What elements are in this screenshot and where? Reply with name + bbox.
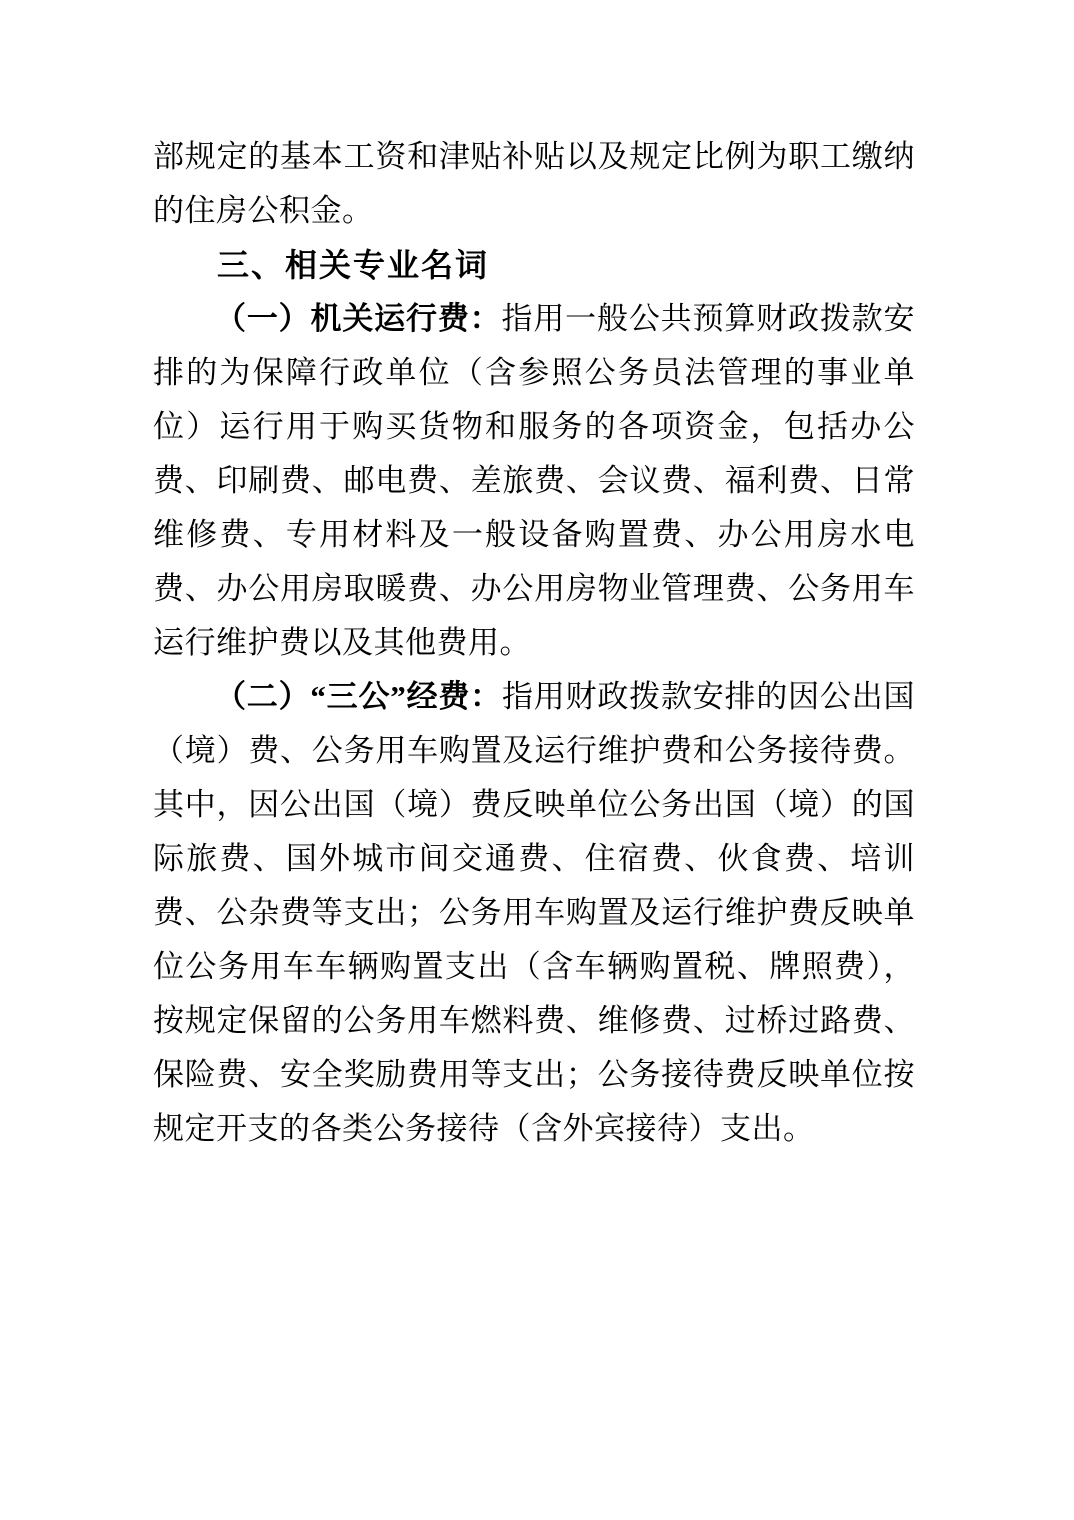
section-heading: 三、相关专业名词 [217,247,490,283]
paragraph-term-2 [153,670,915,1156]
term-2-label: （二）“三公”经费： [215,679,502,714]
paragraph-term-1 [153,292,915,670]
term-1-definition: 指用一般公共预算财政拨款安排的为保障行政单位（含参照公务员法管理的事业单位）运行用于购买货物和服务的各项资金，包括办公费、印刷费、邮电费、差旅费、会议费、福利费、日常维修费、专用材料及一般设备购置费、办公用房水电费、办公用房取暖费、办公用房物业管理费、公务用车运行维护费以及其他费用。 [153,301,915,660]
document-content [153,130,915,1156]
term-1-label: （一）机关运行费： [215,301,502,336]
term-2-definition: 指用财政拨款安排的因公出国（境）费、公务用车购置及运行维护费和公务接待费。其中，因公出国（境）费反映单位公务出国（境）的国际旅费、国外城市间交通费、住宿费、伙食费、培训费、公杂费等支出；公务用车购置及运行维护费反映单位公务用车车辆购置支出（含车辆购置税、牌照费），按规定保留的公务用车燃料费、维修费、过桥过路费、保险费、安全奖励费用等支出；公务接待费反映单位按规定开支的各类公务接待（含外宾接待）支出。 [153,679,916,1146]
paragraph-intro-continuation: 部规定的基本工资和津贴补贴以及规定比例为职工缴纳的住房公积金。 [153,139,915,228]
